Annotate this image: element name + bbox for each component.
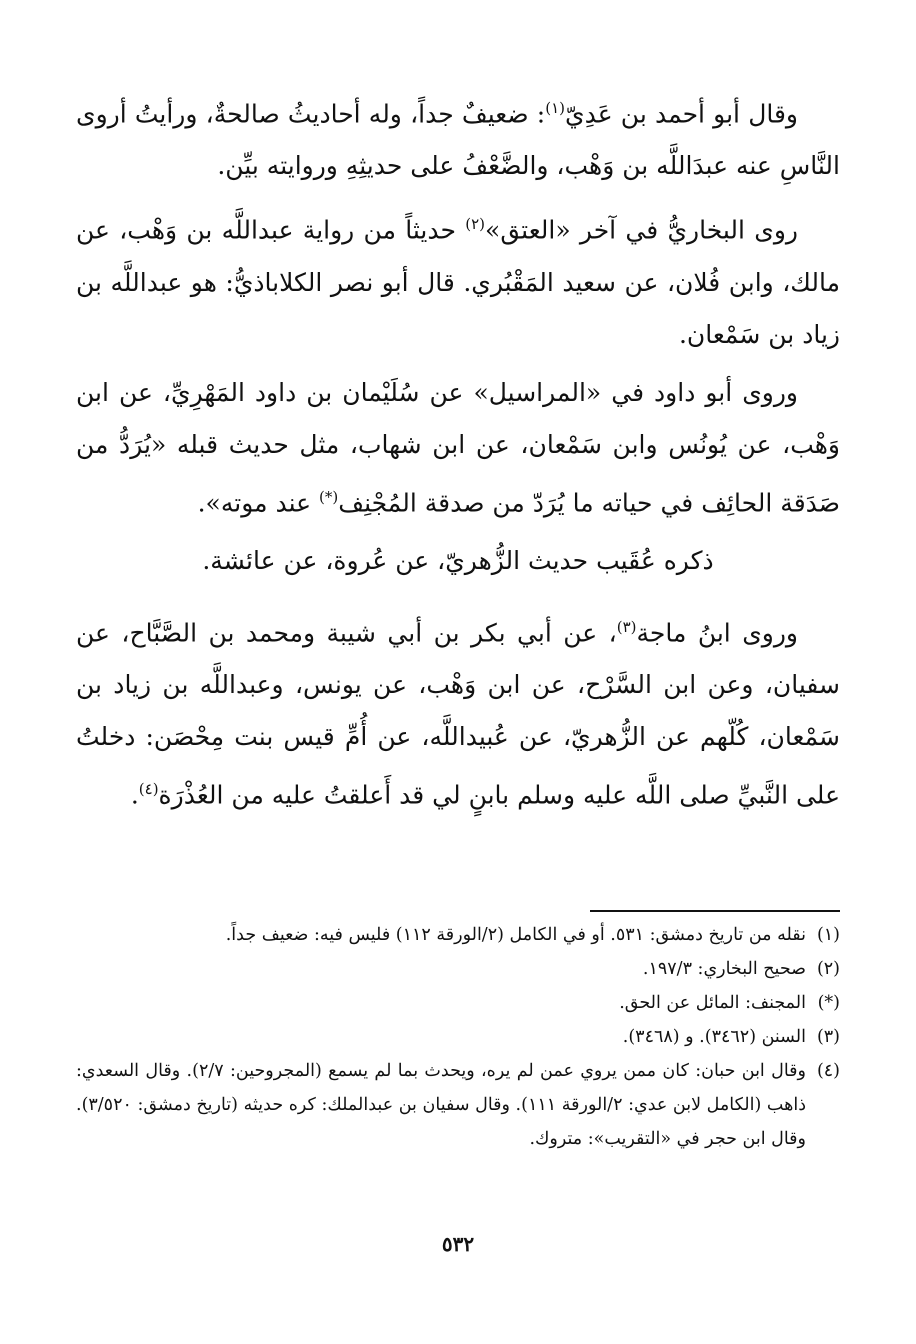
paragraph-text: عند موته». [197,487,319,517]
footnote-number: (٤) [816,1061,840,1081]
footnote-number: (٢) [816,959,840,979]
paragraph-text: وروى ابنُ ماجة [636,618,798,648]
paragraph-abu-dawud [76,367,840,529]
footnote-ref: (٤) [138,780,159,799]
paragraph-ibn-majah [76,601,840,822]
footnote-text: المجنف: المائل عن الحق. [619,993,806,1013]
footnote-number: (٣) [816,1027,840,1047]
footnote-text: نقله من تاريخ دمشق: ٥٣١. أو في الكامل (٢/الورقة ١١٢) فليس فيه: ضعيف جداً. [225,925,806,945]
paragraph-text: وروى أبو داود في «المراسيل» عن سُلَيْمان بن داود المَهْرِيِّ، عن ابن وَهْب، عن يُونُس وابن سَمْعان، عن ابن شهاب، مثل حديث قبله «يُرَدُّ من صَدَقة الحائِف في حياته ما يُرَدّ من صدقة المُجْنِف [76,377,840,517]
footnote-text: وقال ابن حبان: كان ممن يروي عمن لم يره، ويحدث بما لم يسمع (المجروحين: ٢/٧). وقال السعدي: ذاهب (الكامل لابن عدي: ٢/الورقة ١١١). وقال سفيان بن عبدالملك: كره حديثه (تاريخ دمشق: ٣/٥٢٠). وقال ابن حجر في «التقريب»: متروك. [76,1061,806,1149]
page-number: ٥٣٢ [441,1232,475,1256]
footnote-ref: (٣) [616,617,637,636]
paragraph-zuhri-note: ذكره عُقَيب حديث الزُّهريّ، عن عُروة، عن عائشة. [202,545,714,575]
paragraph-ibn-adi [76,82,840,192]
footnote-3 [76,1020,840,1054]
footnote-4 [76,1054,840,1156]
footnote-number: (١) [816,925,840,945]
paragraph-text: روى البخاريُّ في آخر «العتق» [485,215,798,245]
footnote-ref: (*) [318,487,339,506]
paragraph-text: وقال أبو أحمد بن عَدِيّ [565,99,798,129]
footnote-2 [76,952,840,986]
footnote-star [76,986,840,1020]
main-text [76,82,840,828]
footnote-ref: (١) [545,99,565,117]
footnotes [76,918,840,1156]
footnote-ref: (٢) [465,215,486,234]
paragraph-text: . [130,780,139,810]
paragraph-text: حديثاً من رواية عبداللَّه بن وَهْب، عن مالك، وابن فُلان، عن سعيد المَقْبُري. قال أبو نصر الكلاباذيُّ: هو عبداللَّه بن زياد بن سَمْعان. [76,215,840,349]
paragraph-bukhari [76,198,840,360]
footnote-text: صحيح البخاري: ١٩٧/٣. [642,959,806,979]
footnote-number: (*) [817,993,840,1013]
paragraph-text: : ضعيفٌ جداً، وله أحاديثُ صالحةٌ، ورأيتُ أروى النَّاسِ عنه عبدَاللَّه بن وَهْب، والضَّعْفُ على حديثِهِ وروايته بيِّن. [76,99,840,181]
footnote-text: السنن (٣٤٦٢). و (٣٤٦٨). [622,1027,806,1047]
footnote-1 [76,918,840,952]
paragraph-text: ، عن أبي بكر بن أبي شيبة ومحمد بن الصَّبَّاح، عن سفيان، وعن ابن السَّرْح، عن ابن وَهْب، عن يونس، وعبداللَّه بن زياد بن سَمْعان، كُلّهم عن الزُّهريّ، عن عُبيداللَّه، عن أُمِّ قيس بنت مِحْصَن: دخلتُ على النَّبيِّ صلى اللَّه عليه وسلم بابنٍ لي قد أَعلقتُ عليه من العُذْرَة [76,618,840,810]
footnote-divider [590,910,840,912]
